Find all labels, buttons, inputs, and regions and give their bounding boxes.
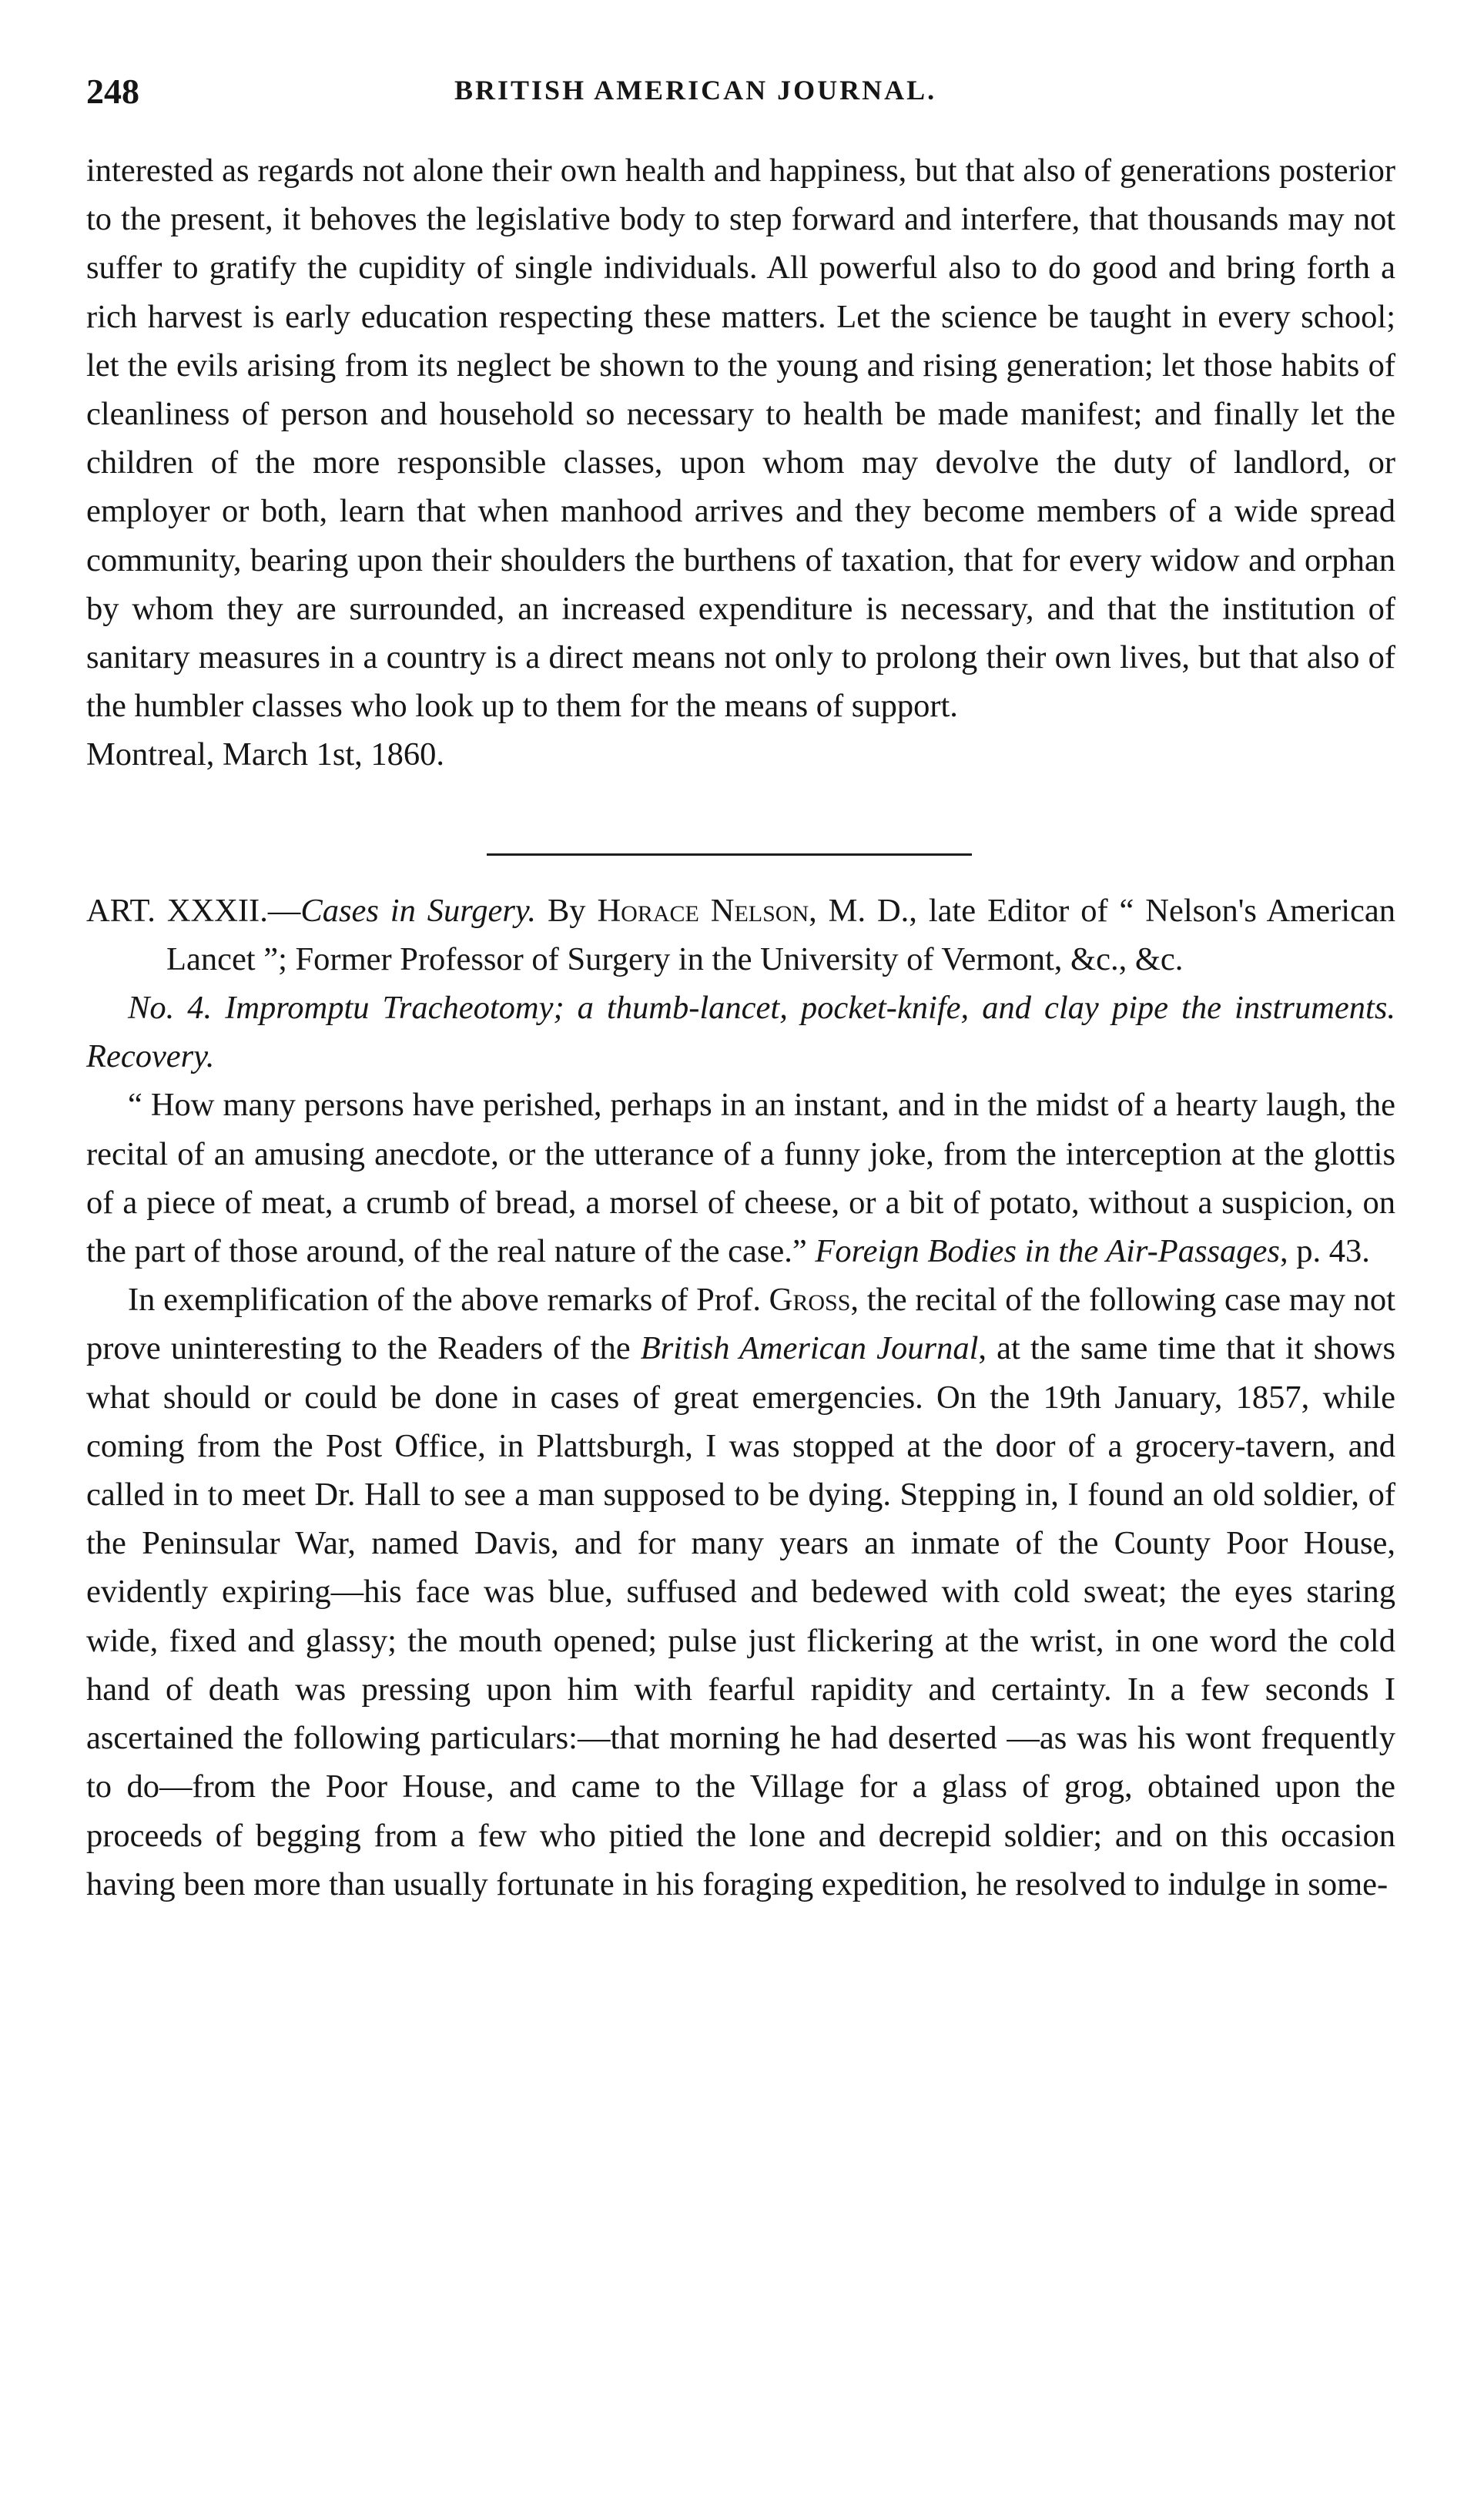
continuation-paragraph: interested as regards not alone their own health and happiness, but that also of generations posterior to the present, it behoves the legislative body to step forward and interfere, that thousands may not suffer to gratify the cupidity of single individuals. All powerful also to do good and bring forth a rich harvest is early education respecting these matters. Let the science be taught in every school; let the evils arising from its neglect be shown to the young and rising generation; let those habits of cleanliness of person and household so necessary to health be made manifest; and finally let the children of the more responsible classes, upon whom may devolve the duty of landlord, or employer or both, learn that when manhood arrives and they become members of a wide spread community, bearing upon their shoulders the burthens of taxation, that for every widow and orphan by whom they are surrounded, an increased expenditure is necessary, and that the institution of sanitary measures in a country is a direct means not only to prolong their own lives, but that also of the humbler classes who look up to them for the means of support. [86, 153, 1395, 725]
section-divider [487, 853, 972, 856]
journal-name: British American Journal [640, 1330, 979, 1367]
narrative-part-3: , at the same time that it shows what should or could be done in cases of great emergencies. On the 19th January, 1857, while coming from the Post Office, in Plattsburgh, I was stopped at the door of a grocery-tavern, and called in to meet Dr. Hall to see a man supposed to be dying. Stepping in, I found an old soldier, of the Peninsular War, named Davis, and for many years an inmate of the County Poor House, evidently expiring—his face was blue, suffused and bedewed with cold sweat; the eyes staring wide, fixed and glassy; the mouth opened; pulse just flickering at the wrist, in one word the cold hand of death was pressing upon him with fearful rapidity and certainty. In a few seconds I ascertained the following particulars:—that morning he had deserted —as was his wont frequently to do—from the Poor House, and came to the Village for a glass of grog, obtained upon the proceeds of begging from a few who pitied the lone and decrepid soldier; and on this occasion having been more than usually fortunate in his foraging expedition, he resolved to indulge in some- [86, 1330, 1395, 1902]
narrative-paragraph [86, 1275, 1395, 1909]
article-author: Horace Nelson [597, 892, 809, 929]
article-heading [86, 887, 1395, 984]
quote-text: “ How many persons have perished, perhaps in an instant, and in the midst of a hearty laugh, the recital of an amusing anecdote, or the utterance of a funny joke, from the interception at the glottis of a piece of meat, a crumb of bread, a morsel of cheese, or a bit of potato, without a suspicion, on the part of those around, of the real nature of the case.” [86, 1087, 1395, 1270]
page-header [86, 71, 1395, 120]
page-content [86, 146, 1395, 1909]
case-title: No. 4. Impromptu Tracheotomy; a thumb-lancet, pocket-knife, and clay pipe the instruments. Recovery. [86, 990, 1395, 1075]
article-title: Cases in Surgery. [300, 892, 537, 929]
dateline: Montreal, March 1st, 1860. [86, 736, 445, 773]
page-number: 248 [86, 72, 139, 111]
article-author-credentials: , M. D., late Editor of “ Nelson's American Lancet ”; Former Professor of Surgery in the University of Vermont, &c., &c. [166, 892, 1396, 977]
running-title: BRITISH AMERICAN JOURNAL. [454, 75, 937, 106]
quote-source-title: Foreign Bodies in the Air-Passages [815, 1233, 1280, 1270]
professor-name: Gross [769, 1282, 851, 1319]
article-by: By [547, 892, 586, 929]
quote-source-page: , p. 43. [1279, 1233, 1370, 1270]
epigraph-quote [86, 1081, 1395, 1275]
article-number: ART. XXXII.— [86, 892, 301, 929]
narrative-part-1: In exemplification of the above remarks of Prof. [128, 1282, 769, 1319]
narrative-part-2: , the recital of the following case may not prove uninteresting to the Readers of the [86, 1282, 1395, 1367]
